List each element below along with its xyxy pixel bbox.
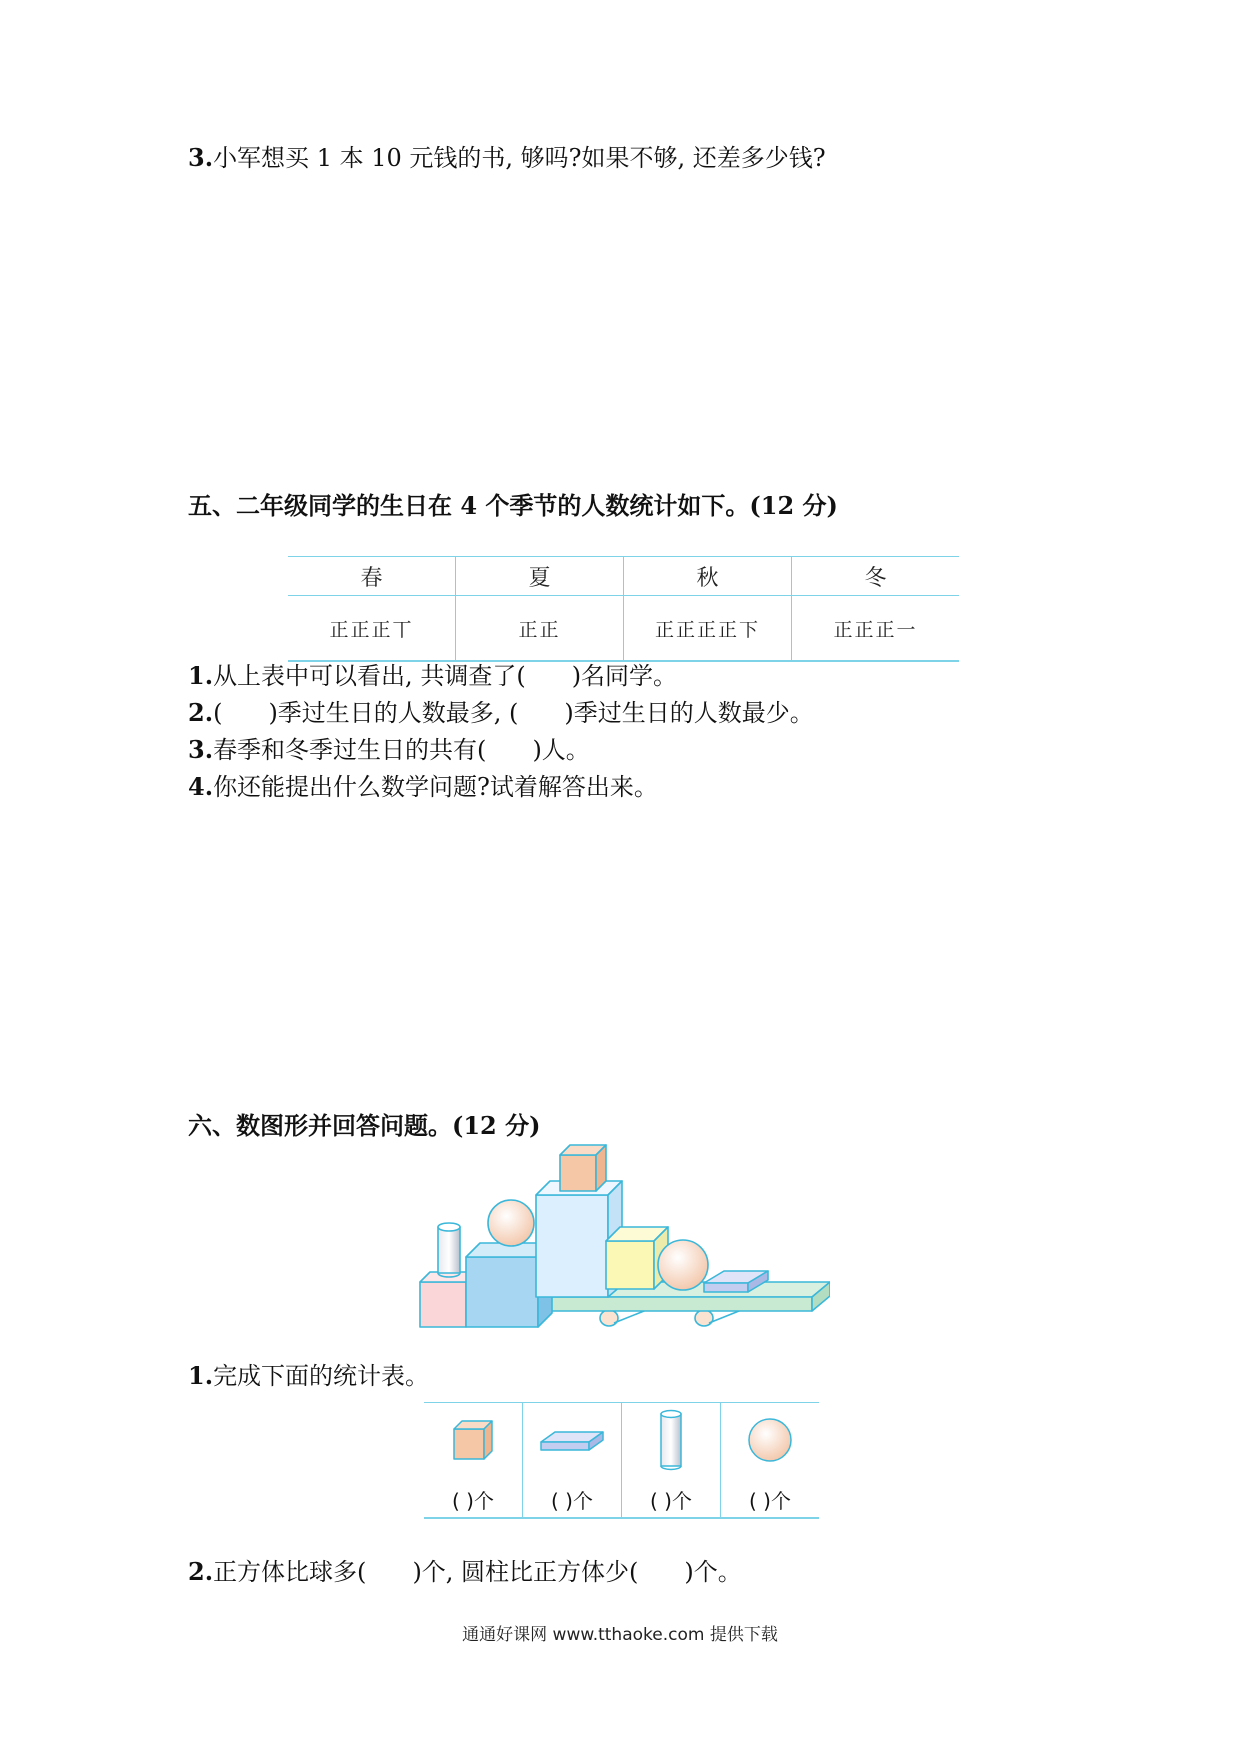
cube-icon: [448, 1415, 498, 1465]
shape-count-table: [424, 1402, 819, 1519]
table-tally-row: [288, 596, 959, 662]
sphere-top: [488, 1200, 534, 1246]
question-number: 4.: [188, 772, 214, 801]
question-text: )人。: [532, 736, 590, 764]
footer-credit: 通通好课网 www.tthaoke.com 提供下载: [462, 1625, 778, 1645]
table-header-row: [288, 557, 959, 596]
sphere-count-blank[interactable]: ( )个: [721, 1481, 820, 1518]
cylinder-count-blank[interactable]: ( )个: [622, 1481, 721, 1518]
cuboid-count-blank[interactable]: ( )个: [523, 1481, 622, 1518]
header-autumn: 秋: [624, 557, 792, 596]
section-6-heading: 六、数图形并回答问题。(12 分): [188, 1111, 541, 1140]
question-text: )季过生日的人数最多, (: [268, 699, 519, 727]
tally-autumn: 正正正正下: [624, 596, 792, 662]
tally-spring: 正正正丅: [288, 596, 456, 662]
cylinder-icon: [656, 1408, 686, 1472]
header-winter: 冬: [792, 557, 960, 596]
question-text: )名同学。: [571, 662, 678, 690]
sphere-icon: [745, 1415, 795, 1465]
question-text: (: [213, 699, 223, 727]
board-front: [538, 1297, 812, 1311]
shapes-illustration: [418, 1135, 830, 1345]
question-text: 正方体比球多(: [213, 1558, 367, 1586]
cylinder-body: [438, 1227, 460, 1273]
question-text: 春季和冬季过生日的共有(: [213, 736, 487, 764]
question-text: 完成下面的统计表。: [213, 1362, 430, 1390]
tall-cuboid-front: [536, 1195, 608, 1297]
season-birthday-table: [288, 556, 959, 662]
s5-question-4: [188, 771, 658, 803]
wheel-left: [600, 1310, 618, 1326]
question-number: 3.: [188, 143, 214, 172]
question-text: 小军想买 1 本 10 元钱的书, 够吗?如果不够, 还差多少钱?: [213, 144, 826, 172]
cylinder-top: [438, 1223, 460, 1231]
cube-count-blank[interactable]: ( )个: [424, 1481, 523, 1518]
section-5-heading: 五、二年级同学的生日在 4 个季节的人数统计如下。(12 分): [188, 491, 838, 520]
s6-question-1: [188, 1360, 429, 1392]
small-cube-front: [420, 1282, 466, 1327]
tally-winter: 正正正一: [792, 596, 960, 662]
question-text: )季过生日的人数最少。: [564, 699, 814, 727]
header-spring: 春: [288, 557, 456, 596]
blue-cube-front: [466, 1257, 538, 1327]
question-number: 2.: [188, 698, 214, 727]
question-number: 1.: [188, 1361, 214, 1390]
cuboid-icon: [537, 1420, 607, 1460]
header-summer: 夏: [456, 557, 624, 596]
s5-question-2: [188, 697, 814, 729]
question-number: 2.: [188, 1557, 214, 1586]
s6-question-2: [188, 1556, 742, 1588]
sphere-right: [658, 1240, 708, 1290]
wheel-right: [695, 1310, 713, 1326]
question-3: [188, 142, 826, 174]
shape-icon-row: [424, 1403, 819, 1482]
question-number: 3.: [188, 735, 214, 764]
question-number: 1.: [188, 661, 214, 690]
top-cube-front: [560, 1155, 596, 1191]
s5-question-1: [188, 660, 677, 692]
question-text: 你还能提出什么数学问题?试着解答出来。: [213, 773, 658, 801]
yellow-cube-front: [606, 1241, 654, 1289]
question-text: 从上表中可以看出, 共调查了(: [213, 662, 526, 690]
tally-summer: 正正: [456, 596, 624, 662]
shape-count-row: [424, 1481, 819, 1518]
flat-cuboid-front: [704, 1283, 748, 1292]
question-text: )个, 圆柱比正方体少(: [412, 1558, 639, 1586]
question-text: )个。: [684, 1558, 742, 1586]
s5-question-3: [188, 734, 590, 766]
